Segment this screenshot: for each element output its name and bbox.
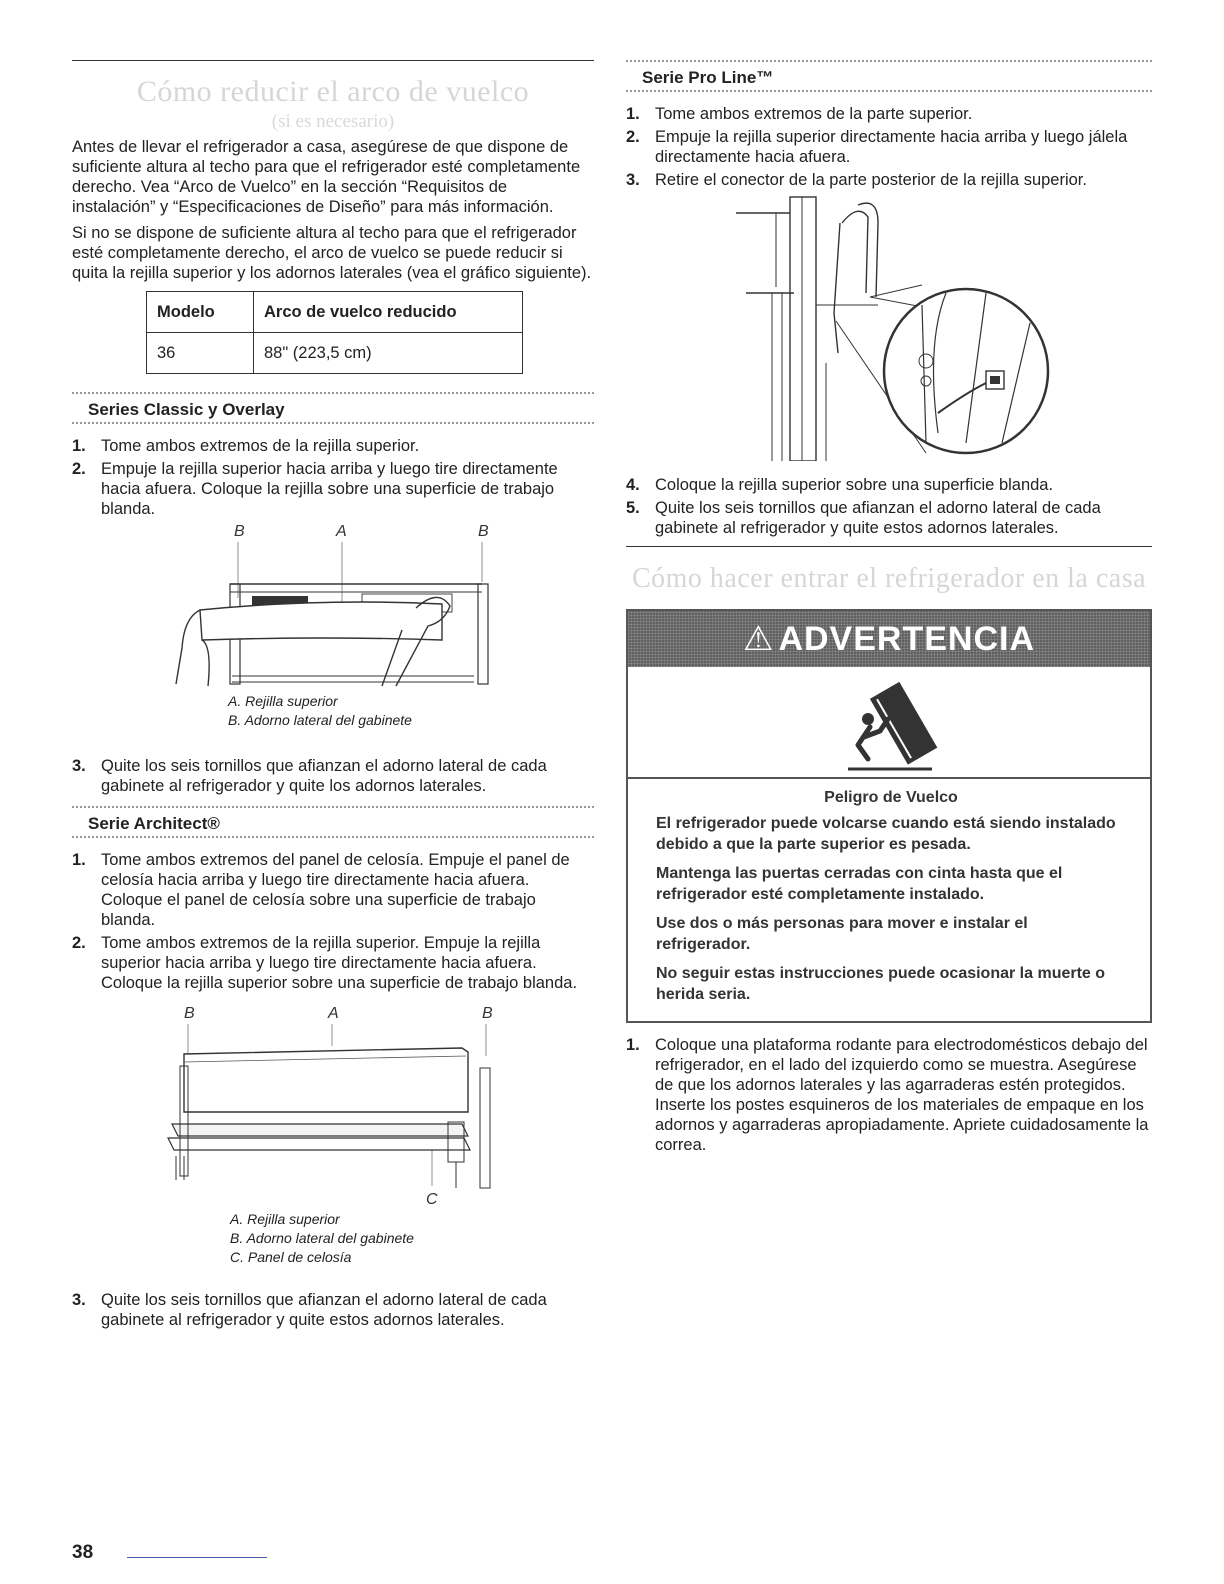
- caption-b: B. Adorno lateral del gabinete: [230, 1230, 414, 1246]
- proline-steps-continued: [626, 475, 1152, 538]
- list-item: [72, 756, 594, 796]
- step-text: Quite los seis tornillos que afianzan el adorno lateral de cada gabinete al refrigerador y quite estos adornos laterales.: [101, 1291, 547, 1329]
- dotted-rule: [72, 392, 594, 398]
- table-header: Arco de vuelco reducido: [254, 292, 523, 333]
- page-number: 38: [72, 1542, 94, 1563]
- architect-steps: [72, 850, 594, 993]
- intro-paragraph-2: Si no se dispone de suficiente altura al techo para que el refrigerador esté completamente derecho, el arco de vuelco se puede reducir si quita la rejilla superior y los adornos laterales (vea el gráfico siguiente).: [72, 224, 592, 282]
- section-title-moving: Cómo hacer entrar el refrigerador en la casa: [631, 563, 1147, 594]
- step-number: 3.: [72, 1291, 86, 1309]
- lattice-panel-illustration: [72, 996, 594, 1210]
- section-rule: [72, 60, 594, 61]
- classic-steps: [72, 436, 594, 519]
- list-item: [72, 436, 594, 456]
- fig-label-c: C: [426, 1191, 438, 1208]
- step-text: Tome ambos extremos de la rejilla superior. Empuje la rejilla superior hacia arriba y luego tire directamente hacia afuera. Coloque la rejilla superior sobre una superficie de trabajo blanda.: [101, 934, 578, 992]
- architect-step-3: [72, 1290, 594, 1330]
- table-row: [147, 333, 523, 374]
- caption-c: C. Panel de celosía: [230, 1249, 352, 1265]
- step-text: Empuje la rejilla superior directamente hacia arriba y luego jálela directamente hacia afuera.: [655, 128, 1128, 166]
- step-number: 4.: [626, 476, 640, 494]
- grille-removal-illustration: [72, 522, 594, 692]
- dotted-rule: [72, 806, 594, 812]
- classic-grille-figure: [72, 522, 594, 744]
- dotted-rule: [72, 422, 594, 428]
- reduced-arc-table: [146, 291, 523, 374]
- step-number: 3.: [72, 757, 86, 775]
- tip-over-hazard-icon: [840, 673, 940, 773]
- list-item: [626, 127, 1152, 167]
- caption-a: A. Rejilla superior: [228, 693, 338, 709]
- warning-paragraph: El refrigerador puede volcarse cuando está siendo instalado debido a que la parte superior es pesada.: [656, 815, 1116, 853]
- warning-paragraph: No seguir estas instrucciones puede ocasionar la muerte o herida seria.: [656, 965, 1106, 1003]
- table-header: Modelo: [147, 292, 254, 333]
- warning-text: [628, 779, 1150, 1021]
- step-number: 2.: [72, 460, 86, 478]
- proline-heading: Serie Pro Line™: [642, 68, 774, 87]
- dotted-rule: [626, 60, 1152, 66]
- caption-b: B. Adorno lateral del gabinete: [228, 712, 412, 728]
- table-header-row: [147, 292, 523, 333]
- section-title-reduce-arc: Cómo reducir el arco de vuelco: [136, 75, 530, 108]
- caption-a: A. Rejilla superior: [230, 1211, 340, 1227]
- warning-hazard-title: Peligro de Vuelco: [824, 789, 958, 806]
- proline-connector-figure: [626, 193, 1152, 461]
- step-text: Coloque una plataforma rodante para electrodomésticos debajo del refrigerador, en el lado del izquierdo como se muestra. Asegúrese de que los adornos laterales y las agarraderas estén protegidos. Inserte los postes esquineros de los materiales de empaque en los adornos y agarraderas apropiadamente. Apriete cuidadosamente la correa.: [655, 1036, 1149, 1154]
- fig-label-b-left: B: [184, 1005, 195, 1022]
- step-number: 5.: [626, 499, 640, 517]
- connector-detail-illustration: [626, 193, 1152, 461]
- list-item: [72, 933, 594, 993]
- fig-label-a: A: [328, 1005, 339, 1022]
- warning-box: [626, 609, 1152, 1023]
- step-number: 1.: [626, 1036, 640, 1054]
- fig-label-b-left: B: [234, 523, 245, 540]
- step-text: Tome ambos extremos de la rejilla superior.: [101, 437, 420, 455]
- step-number: 1.: [72, 437, 86, 455]
- step-text: Tome ambos extremos de la parte superior.: [655, 105, 973, 123]
- list-item: [626, 104, 1152, 124]
- proline-steps: [626, 104, 1152, 190]
- warning-banner: [628, 611, 1150, 667]
- step-number: 2.: [72, 934, 86, 952]
- footer-rule: [127, 1557, 267, 1558]
- list-item: [72, 1290, 594, 1330]
- list-item: [626, 170, 1152, 190]
- proline-heading-block: [626, 60, 1152, 96]
- right-column: [626, 60, 1152, 1158]
- table-cell: 36: [147, 333, 254, 374]
- warning-paragraph: Use dos o más personas para mover e instalar el refrigerador.: [656, 915, 1028, 953]
- warning-label-text: ADVERTENCIA: [778, 620, 1036, 658]
- step-number: 2.: [626, 128, 640, 146]
- list-item: [72, 459, 594, 519]
- list-item: [72, 850, 594, 930]
- section-rule: [626, 546, 1152, 547]
- dotted-rule: [626, 90, 1152, 96]
- step-text: Quite los seis tornillos que afianzan el adorno lateral de cada gabinete al refrigerador y quite estos adornos laterales.: [655, 499, 1101, 537]
- section-subtitle: (si es necesario): [271, 111, 395, 132]
- classic-step-3: [72, 756, 594, 796]
- list-item: [626, 1035, 1152, 1155]
- step-number: 3.: [626, 171, 640, 189]
- intro-paragraph-1: Antes de llevar el refrigerador a casa, asegúrese de que dispone de suficiente altura al techo para que el refrigerador esté completamente derecho. Vea “Arco de Vuelco” en la sección “Requisitos de instalación” y “Especificaciones de Diseño” para más información.: [72, 138, 581, 216]
- warning-paragraph: Mantenga las puertas cerradas con cinta hasta que el refrigerador esté completamente instalado.: [656, 865, 1063, 903]
- classic-heading: Series Classic y Overlay: [88, 400, 285, 419]
- moving-steps: [626, 1035, 1152, 1155]
- list-item: [626, 498, 1152, 538]
- step-text: Quite los seis tornillos que afianzan el adorno lateral de cada gabinete al refrigerador y quite los adornos laterales.: [101, 757, 547, 795]
- architect-grille-figure: [72, 996, 594, 1280]
- fig-label-a: A: [336, 523, 347, 540]
- classic-heading-block: [72, 392, 594, 428]
- step-text: Empuje la rejilla superior hacia arriba y luego tire directamente hacia afuera. Coloque la rejilla sobre una superficie de trabajo blanda.: [101, 460, 558, 518]
- left-column: [72, 60, 594, 1333]
- fig-label-b-right: B: [478, 523, 489, 540]
- dotted-rule: [72, 836, 594, 842]
- fig-label-b-right: B: [482, 1005, 493, 1022]
- table-cell: 88" (223,5 cm): [254, 333, 523, 374]
- architect-heading: Serie Architect®: [88, 814, 220, 833]
- step-number: 1.: [72, 851, 86, 869]
- warning-triangle-icon: ⚠: [742, 620, 775, 658]
- step-text: Coloque la rejilla superior sobre una superficie blanda.: [655, 476, 1054, 494]
- step-text: Tome ambos extremos del panel de celosía. Empuje el panel de celosía hacia arriba y luego tire directamente hacia afuera. Coloque el panel de celosía sobre una superficie de trabajo blanda.: [101, 851, 570, 929]
- warning-label: [628, 619, 1150, 659]
- step-number: 1.: [626, 105, 640, 123]
- warning-icon-area: [628, 667, 1150, 779]
- list-item: [626, 475, 1152, 495]
- architect-heading-block: [72, 806, 594, 842]
- step-text: Retire el conector de la parte posterior de la rejilla superior.: [655, 171, 1087, 189]
